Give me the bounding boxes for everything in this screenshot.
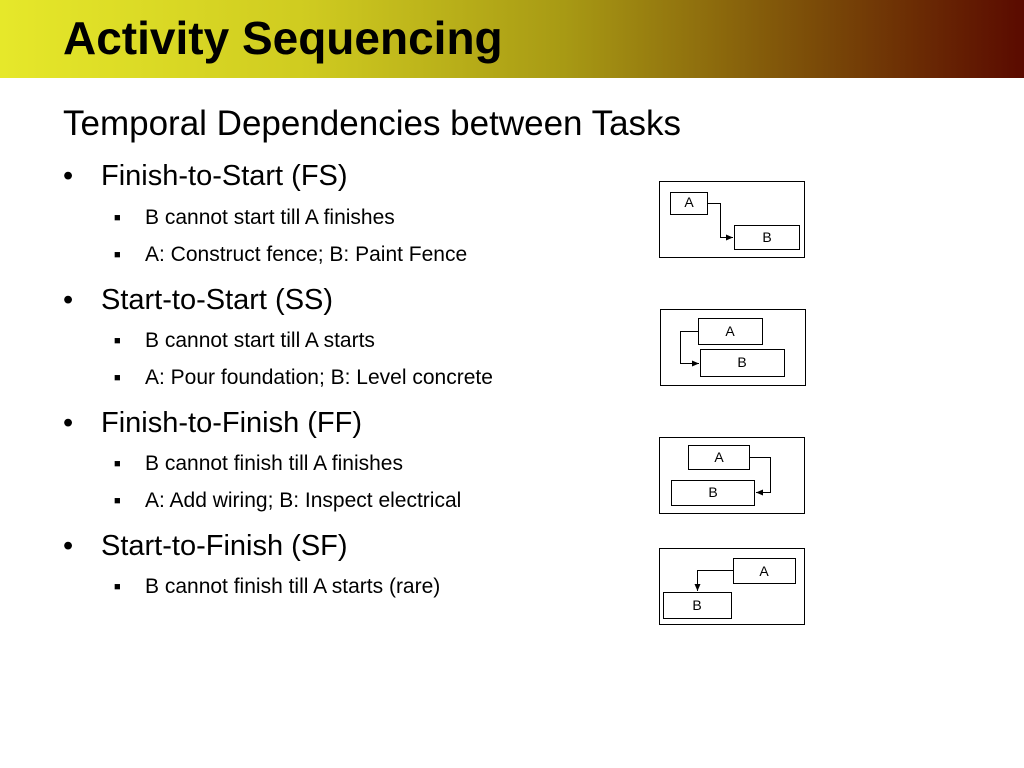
task-label-b: B	[762, 229, 772, 245]
bullet-dot: •	[63, 284, 74, 316]
diagram-finish-to-start	[659, 181, 805, 259]
slide-subtitle: Temporal Dependencies between Tasks	[63, 104, 682, 143]
sub-bullet-text: B cannot finish till A starts (rare)	[145, 575, 441, 598]
sub-bullet-text: B cannot finish till A finishes	[145, 452, 403, 475]
sub-bullet-text: A: Pour foundation; B: Level concrete	[145, 366, 493, 389]
bullet-heading: Start-to-Finish (SF)	[101, 530, 348, 562]
task-label-a: A	[684, 194, 694, 210]
square-bullet: ■	[114, 372, 121, 384]
sub-bullet-text: B cannot start till A finishes	[145, 206, 395, 229]
sub-bullet-text: A: Add wiring; B: Inspect electrical	[145, 489, 462, 512]
square-bullet: ■	[114, 581, 121, 593]
diagram-start-to-finish	[659, 548, 805, 626]
sub-bullet-text: B cannot start till A starts	[145, 329, 375, 352]
diagram-finish-to-finish	[659, 437, 805, 515]
square-bullet: ■	[114, 458, 121, 470]
bullet-heading: Finish-to-Start (FS)	[101, 160, 348, 192]
square-bullet: ■	[114, 249, 121, 261]
bullet-dot: •	[63, 160, 74, 192]
square-bullet: ■	[114, 212, 121, 224]
task-label-a: A	[759, 563, 769, 579]
bullet-heading: Start-to-Start (SS)	[101, 284, 334, 316]
task-label-b: B	[737, 354, 747, 370]
task-label-a: A	[725, 323, 735, 339]
sub-bullet-text: A: Construct fence; B: Paint Fence	[145, 243, 468, 266]
bullet-dot: •	[63, 407, 74, 439]
square-bullet: ■	[114, 335, 121, 347]
square-bullet: ■	[114, 495, 121, 507]
task-label-a: A	[714, 449, 724, 465]
diagram-start-to-start	[660, 309, 806, 387]
slide-title: Activity Sequencing	[63, 12, 503, 64]
task-label-b: B	[708, 484, 718, 500]
bullet-heading: Finish-to-Finish (FF)	[101, 407, 363, 439]
bullet-dot: •	[63, 530, 74, 562]
task-label-b: B	[692, 597, 702, 613]
